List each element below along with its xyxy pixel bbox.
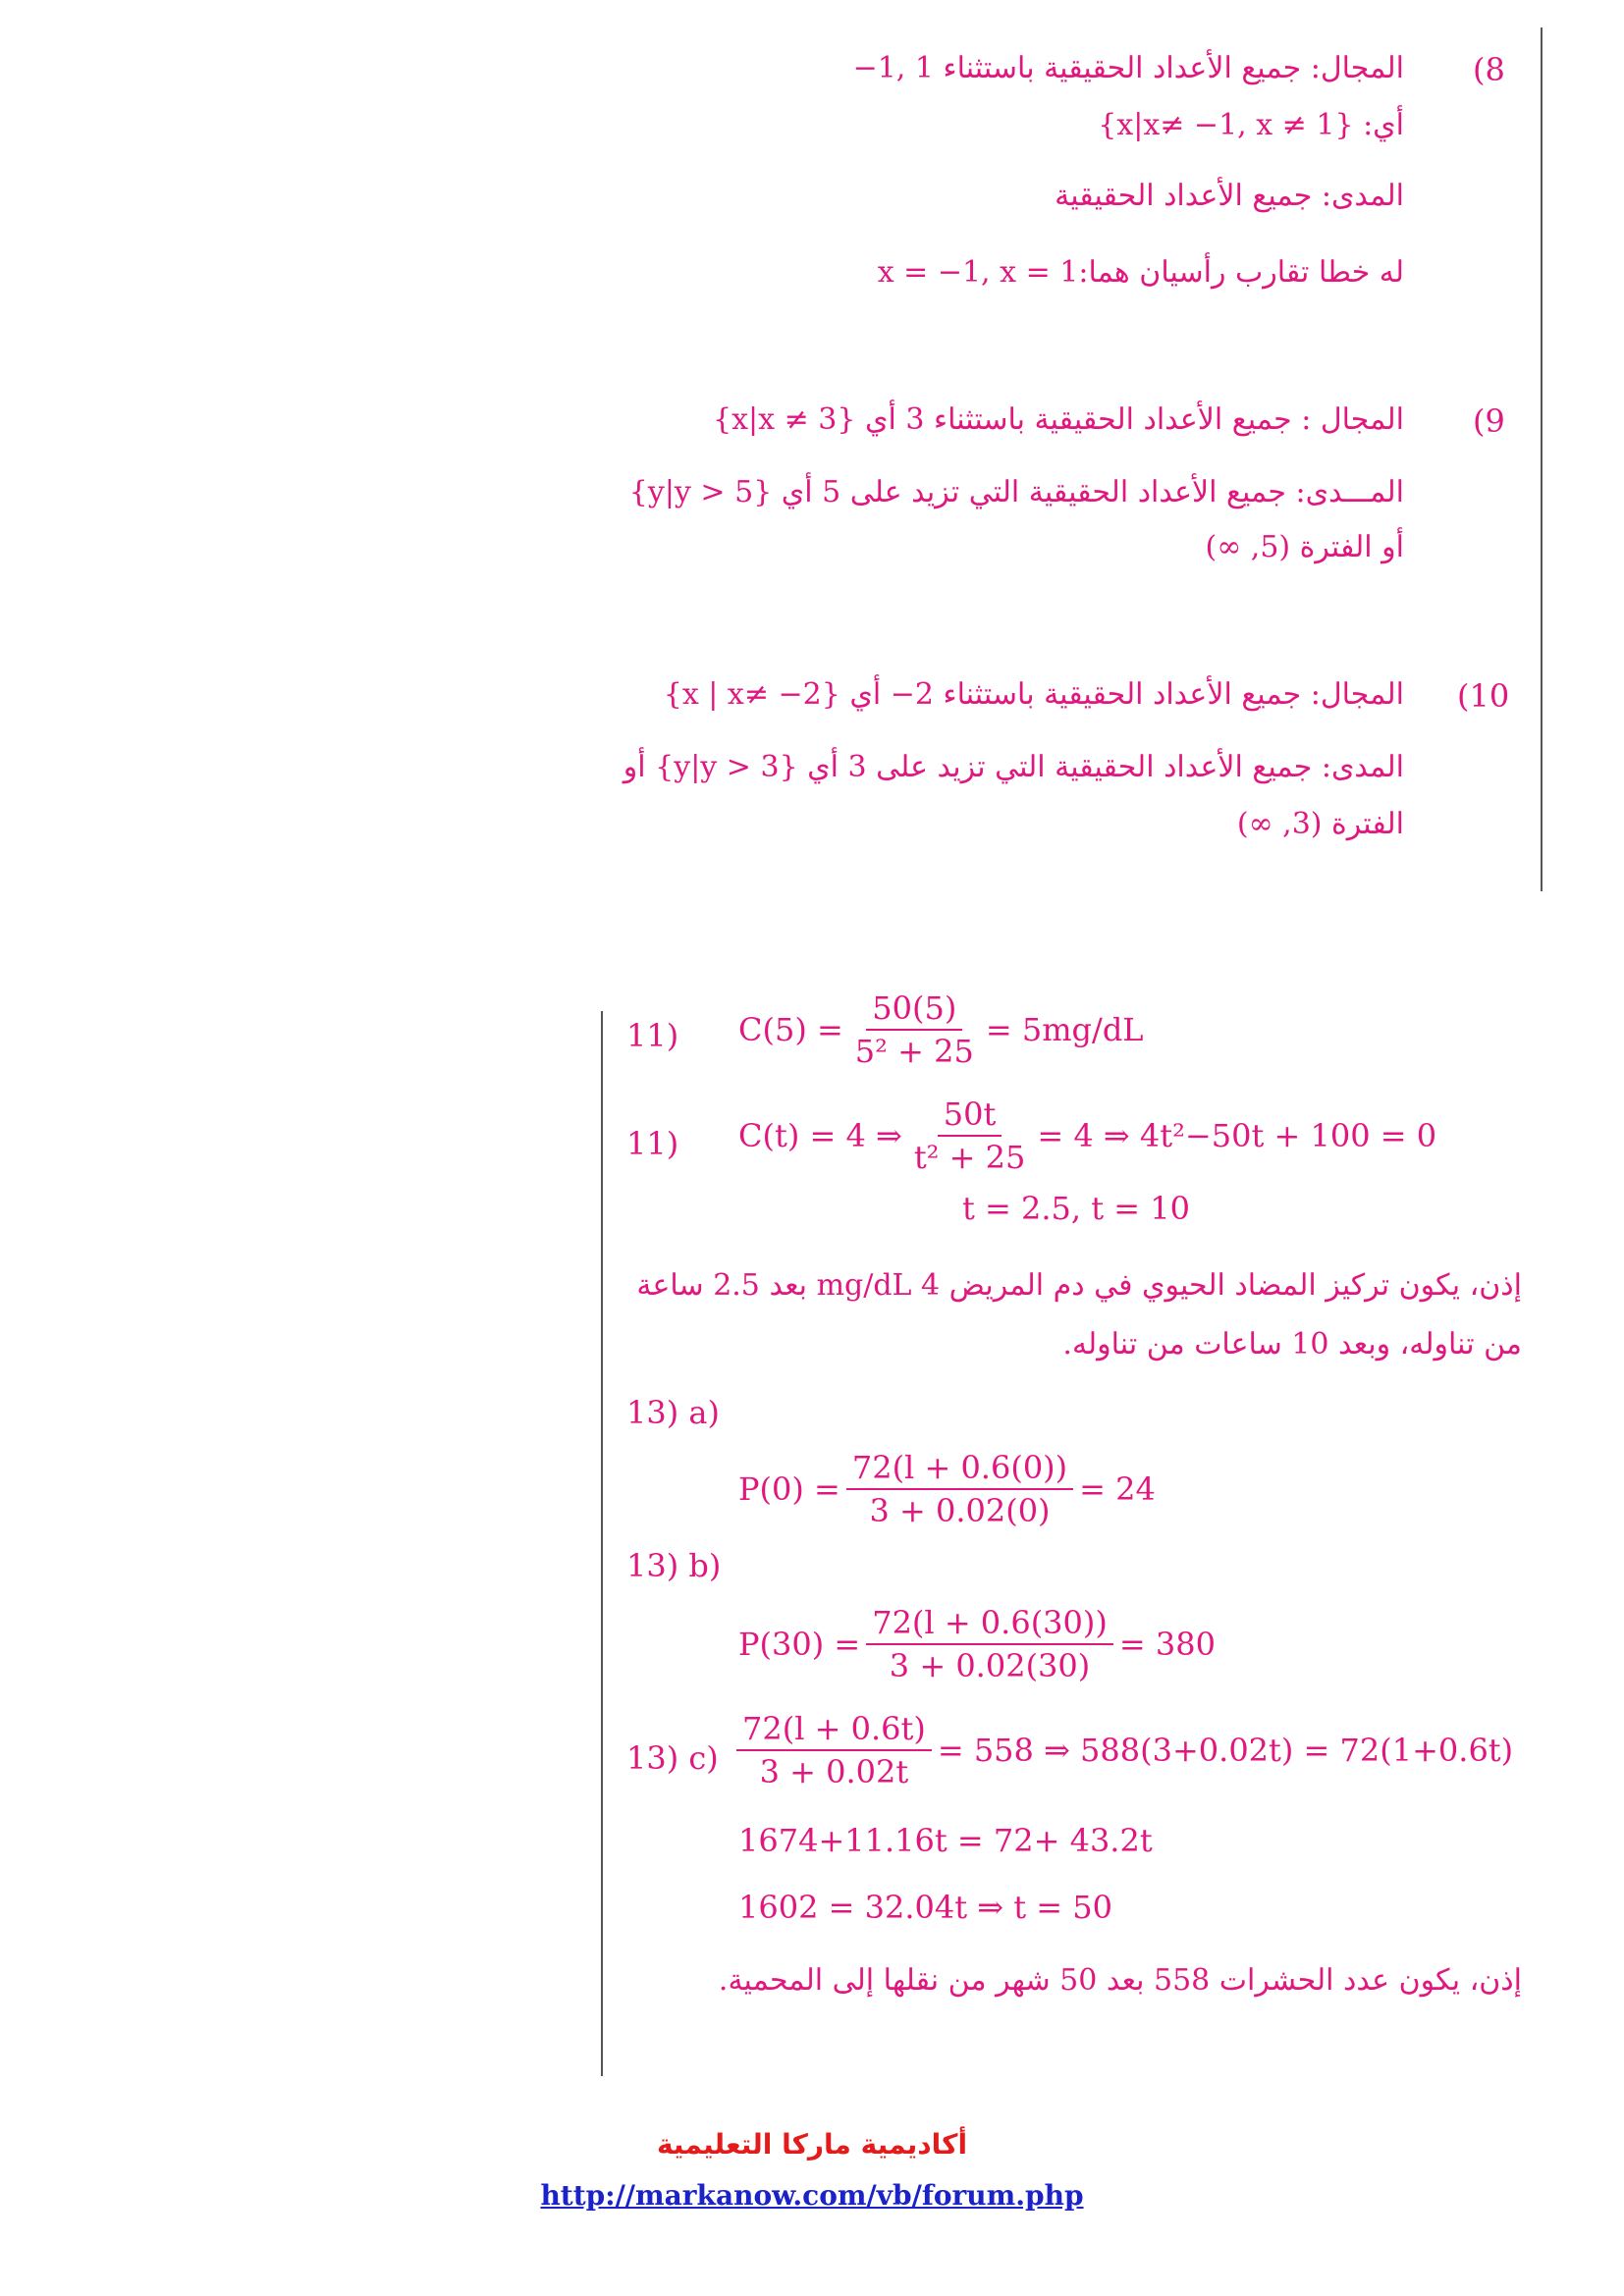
q13c-step1: 1674+11.16t = 72+ 43.2t: [738, 1822, 1153, 1859]
q11b-label: 11): [626, 1125, 679, 1162]
item-8-domain: المجال: جميع الأعداد الحقيقية باستثناء 1 ,1−: [852, 51, 1404, 85]
q13a-label: 13) a): [626, 1394, 720, 1431]
q13a-numerator: 72(l + 0.6(0)): [846, 1449, 1073, 1490]
q11a-equation: [738, 989, 1144, 1070]
q13b-lhs: P(30) =: [738, 1626, 861, 1663]
q11-conclusion-line1: إذن، يكون تركيز المضاد الحيوي في دم المريض 4 mg/dL بعد 2.5 ساعة: [636, 1268, 1522, 1303]
q13b-label: 13) b): [626, 1547, 722, 1584]
bottom-vertical-rule: [601, 1011, 603, 2076]
q13a-denominator: 3 + 0.02(0): [869, 1492, 1051, 1529]
q11b-fraction: [908, 1095, 1032, 1176]
q11b-numerator: 50t: [938, 1095, 1002, 1137]
q11-conclusion-line2: من تناوله، وبعد 10 ساعات من تناوله.: [1062, 1327, 1522, 1362]
item-8-number: (8: [1473, 51, 1505, 88]
q13c-rhs: = 558 ⇒ 588(3+0.02t) = 72(1+0.6t): [937, 1732, 1514, 1769]
q11b-rhs: = 4 ⇒ 4t²−50t + 100 = 0: [1037, 1117, 1437, 1154]
top-vertical-rule: [1541, 27, 1543, 891]
q11a-lhs: C(5) =: [738, 1011, 843, 1048]
item-9-range: المـــدى: جميع الأعداد الحقيقية التي تزيد على 5 أي {y|y > 5}: [628, 475, 1404, 509]
q13b-fraction: [866, 1604, 1113, 1684]
item-10-number: (10: [1457, 677, 1510, 715]
q13c-numerator: 72(l + 0.6t): [736, 1710, 932, 1751]
q13c-label: 13) c): [626, 1739, 719, 1777]
q11b-solutions: t = 2.5, t = 10: [962, 1190, 1190, 1227]
q13-conclusion: إذن، يكون عدد الحشرات 558 بعد 50 شهر من نقلها إلى المحمية.: [718, 1963, 1522, 1998]
q11b-lhs: C(t) = 4 ⇒: [738, 1117, 902, 1154]
item-8-domain-set: أي: {x|x≠ −1, x ≠ 1}: [1098, 108, 1404, 142]
q13c-denominator: 3 + 0.02t: [759, 1753, 909, 1790]
item-10-range: المدى: جميع الأعداد الحقيقية التي تزيد على 3 أي {y|y > 3} أو: [623, 750, 1404, 784]
footer-title: أكاديمية ماركا التعليمية: [656, 2128, 968, 2161]
q13a-lhs: P(0) =: [738, 1470, 840, 1508]
q11a-fraction: [849, 989, 980, 1070]
q11a-denominator: 5² + 25: [854, 1033, 974, 1070]
q13b-numerator: 72(l + 0.6(30)): [866, 1604, 1113, 1645]
q13b-denominator: 3 + 0.02(30): [889, 1647, 1091, 1684]
q11b-denominator: t² + 25: [913, 1139, 1026, 1176]
item-9-number: (9: [1473, 402, 1505, 440]
item-10-interval: الفترة (3, ∞): [1236, 807, 1404, 841]
item-9-interval: أو الفترة (5, ∞): [1205, 530, 1404, 564]
item-8-range: المدى: جميع الأعداد الحقيقية: [1055, 179, 1404, 213]
q13c-fraction: [736, 1710, 932, 1790]
footer-link[interactable]: http://markanow.com/vb/forum.php: [540, 2179, 1084, 2212]
item-10-domain: المجال: جميع الأعداد الحقيقية باستثناء 2− أي {x | x≠ −2}: [663, 677, 1404, 712]
q13b-rhs: = 380: [1118, 1626, 1216, 1663]
q13b-equation: [738, 1604, 1216, 1684]
q13c-step2: 1602 = 32.04t ⇒ t = 50: [738, 1889, 1112, 1926]
q13a-equation: [738, 1449, 1156, 1529]
q11a-label: 11): [626, 1017, 679, 1054]
q11b-equation: [738, 1095, 1436, 1176]
q13a-rhs: = 24: [1079, 1470, 1156, 1508]
q11a-rhs: = 5mg/dL: [985, 1011, 1144, 1048]
item-8-asymptotes: له خطا تقارب رأسيان هما:1 = x = −1, x: [877, 255, 1404, 290]
q13a-fraction: [846, 1449, 1073, 1529]
q11a-numerator: 50(5): [866, 989, 962, 1031]
q13c-equation: [731, 1710, 1513, 1790]
item-9-domain: المجال : جميع الأعداد الحقيقية باستثناء 3 أي {x|x ≠ 3}: [713, 402, 1404, 437]
